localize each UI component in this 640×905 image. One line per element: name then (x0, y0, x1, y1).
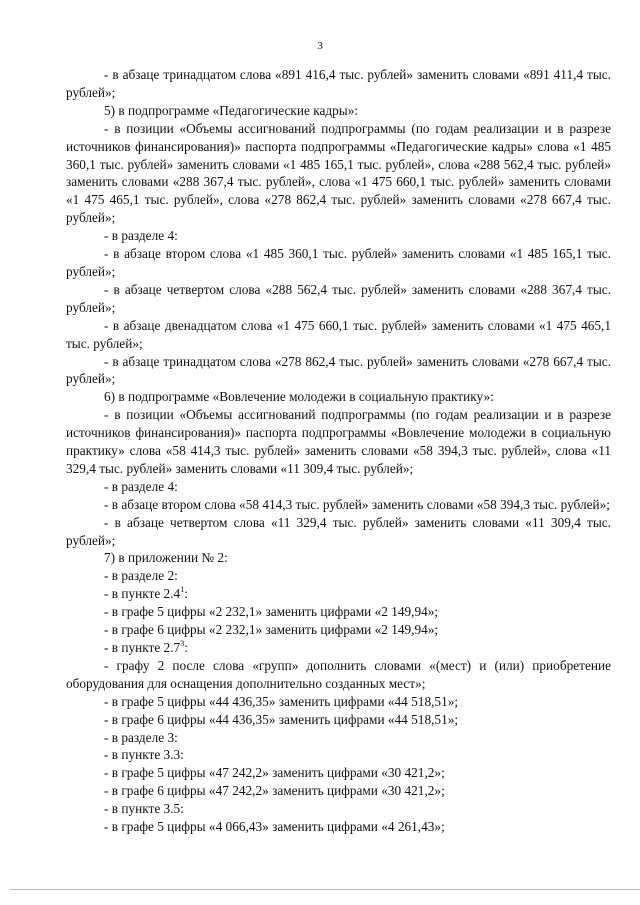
paragraph: - в графе 6 цифры «44 436,35» заменить цифрами «44 518,51»; (104, 711, 459, 727)
paragraph: - в пункте 3.3: (104, 747, 184, 763)
paragraph-text: - в пункте 2.7 (104, 640, 181, 655)
paragraph: - в графе 6 цифры «2 232,1» заменить цифрами «2 149,94»; (104, 622, 439, 638)
paragraph: - в разделе 4: (104, 228, 178, 244)
paragraph-with-superscript (66, 639, 611, 657)
paragraph: - в абзаце втором слова «58 414,3 тыс. рублей» заменить словами «58 394,3 тыс. рублей»; (104, 496, 610, 512)
paragraph: - в позиции «Объемы ассигнований подпрограммы (по годам реализации и в разрезе источников финансирования)» паспорта подпрограммы «Педагогические кадры» слова «1 485 360,1 тыс. рублей» заменить словами «1 485 165,1 тыс. рублей», слова «288 562,4 тыс. рублей» заменить словами «288 367,4 тыс. рублей», слова «1 475 660,1 тыс. рублей» заменить словами «1 475 465,1 тыс. рублей», слова «278 862,4 тыс. рублей» заменить словами «278 667,4 тыс. рублей»; (66, 120, 611, 226)
paragraph: - в абзаце четвертом слова «11 329,4 тыс. рублей» заменить словами «11 309,4 тыс. рублей»; (66, 514, 611, 548)
paragraph: - в абзаце втором слова «1 485 360,1 тыс. рублей» заменить словами «1 485 165,1 тыс. рублей»; (66, 246, 611, 279)
paragraph: - в графе 5 цифры «47 242,2» заменить цифрами «30 421,2»; (104, 765, 445, 781)
document-body (66, 66, 611, 836)
paragraph: 7) в приложении № 2: (104, 550, 228, 566)
paragraph: - в абзаце четвертом слова «288 562,4 тыс. рублей» заменить словами «288 367,4 тыс. рублей»; (66, 281, 611, 315)
footnote-superscript: 3 (180, 639, 185, 648)
paragraph: - в разделе 3: (104, 729, 178, 745)
page-number: 3 (317, 40, 323, 52)
paragraph: - в абзаце тринадцатом слова «278 862,4 тыс. рублей» заменить словами «278 667,4 тыс. рублей»; (66, 353, 611, 387)
paragraph: - в позиции «Объемы ассигнований подпрограммы (по годам реализации и в разрезе источников финансирования)» паспорта подпрограммы «Вовлечение молодежи в социальную практику» слова «58 414,3 тыс. рублей» заменить словами «58 394,3 тыс. рублей», слова «11 329,4 тыс. рублей» заменить словами «11 309,4 тыс. рублей»; (66, 407, 611, 476)
scan-edge-line (10, 889, 640, 890)
paragraph: 6) в подпрограмме «Вовлечение молодежи в социальную практику»: (104, 389, 494, 405)
paragraph: - в пункте 3.5: (104, 801, 184, 817)
paragraph: - в абзаце двенадцатом слова «1 475 660,1 тыс. рублей» заменить словами «1 475 465,1 тыс. рублей»; (66, 317, 611, 351)
paragraph: - в графе 5 цифры «4 066,43» заменить цифрами «4 261,43»; (104, 819, 445, 835)
paragraph: - графу 2 после слова «групп» дополнить словами «(мест) и (или) приобретение оборудования для оснащения дополнительно созданных мест»; (66, 657, 611, 691)
paragraph: - в разделе 4: (104, 478, 178, 494)
paragraph-text: - в пункте 2.4 (104, 586, 181, 602)
paragraph: - в абзаце тринадцатом слова «891 416,4 тыс. рублей» заменить словами «891 411,4 тыс. рублей»; (66, 67, 611, 100)
footnote-superscript: 1 (180, 585, 185, 595)
paragraph: - в графе 5 цифры «44 436,35» заменить цифрами «44 518,51»; (104, 693, 459, 709)
paragraph-colon: : (184, 640, 188, 655)
paragraph: 5) в подпрограмме «Педагогические кадры»: (104, 102, 359, 118)
paragraph: - в графе 5 цифры «2 232,1» заменить цифрами «2 149,94»; (104, 604, 439, 620)
paragraph-colon: : (184, 586, 188, 602)
paragraph-with-superscript (66, 585, 611, 603)
paragraph: - в разделе 2: (104, 568, 178, 584)
paragraph: - в графе 6 цифры «47 242,2» заменить цифрами «30 421,2»; (104, 783, 445, 799)
